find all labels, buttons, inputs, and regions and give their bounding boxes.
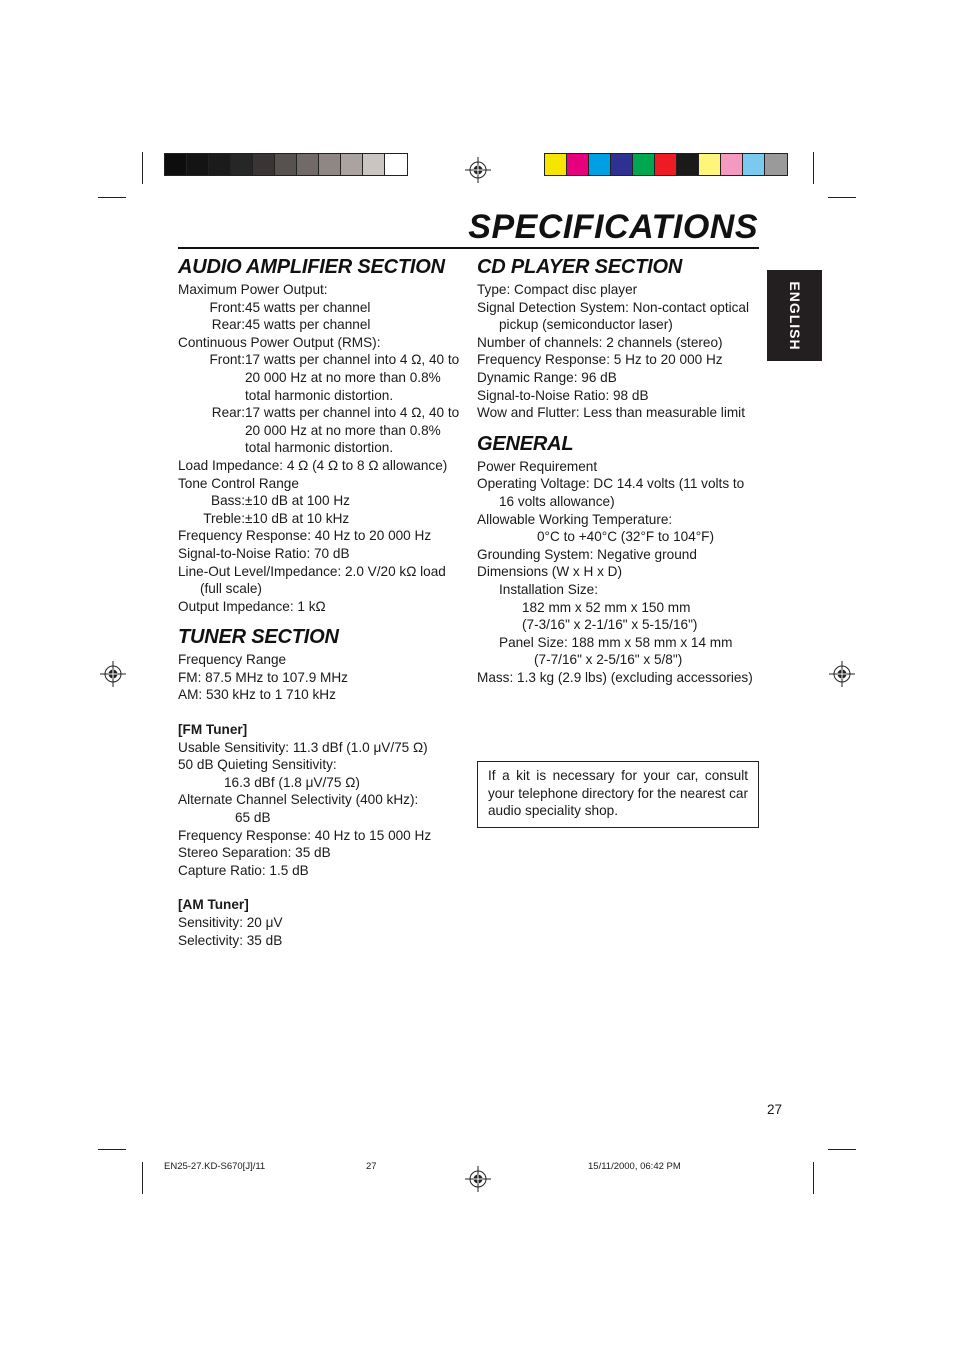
spec-line: 182 mm x 52 mm x 150 mm	[522, 599, 691, 615]
color-swatch	[297, 154, 319, 175]
spec-line: Dynamic Range: 96 dB	[477, 369, 617, 385]
crop-mark	[828, 1149, 856, 1150]
footer-page: 27	[366, 1161, 377, 1172]
spec-label: Rear:	[211, 405, 245, 421]
spec-line: Stereo Separation: 35 dB	[178, 845, 331, 861]
page-title: SPECIFICATIONS	[468, 208, 758, 246]
spec-line: FM: 87.5 MHz to 107.9 MHz	[178, 669, 348, 685]
spec-line: Alternate Channel Selectivity (400 kHz):	[178, 792, 419, 808]
language-tab-label: ENGLISH	[786, 280, 803, 351]
general-heading: GENERAL	[477, 432, 574, 455]
color-swatch	[765, 154, 787, 175]
spec-line: Installation Size:	[499, 581, 598, 597]
right-column	[477, 253, 761, 686]
color-swatch	[319, 154, 341, 175]
spec-label: Front:	[209, 352, 245, 368]
spec-line: (7-7/16" x 2-5/16" x 5/8")	[534, 652, 683, 668]
language-tab	[767, 270, 822, 361]
spec-value: ±10 dB at 100 Hz	[245, 493, 350, 509]
spec-line: Signal-to-Noise Ratio: 98 dB	[477, 387, 649, 403]
color-swatch	[655, 154, 677, 175]
spec-line: Capture Ratio: 1.5 dB	[178, 862, 309, 878]
color-swatch	[721, 154, 743, 175]
spec-label: Treble:	[203, 510, 245, 526]
tuner-heading: TUNER SECTION	[178, 626, 339, 649]
process-color-bar	[544, 153, 788, 176]
color-swatch	[231, 154, 253, 175]
spec-label: Bass:	[211, 493, 245, 509]
crop-mark	[98, 1149, 126, 1150]
footer-filename: EN25-27.KD-S670[J]/11	[164, 1161, 266, 1172]
cd-player-heading: CD PLAYER SECTION	[477, 256, 683, 278]
spec-line: Mass: 1.3 kg (2.9 lbs) (excluding accessories)	[477, 669, 753, 685]
page-number: 27	[767, 1102, 783, 1117]
fm-tuner-subheading: [FM Tuner]	[178, 722, 248, 738]
spec-line: pickup (semiconductor laser)	[499, 317, 673, 333]
spec-line: Frequency Range	[178, 652, 287, 668]
color-swatch	[699, 154, 721, 175]
registration-mark-icon	[829, 661, 855, 687]
spec-line: Frequency Response: 40 Hz to 15 000 Hz	[178, 827, 432, 843]
spec-line: 50 dB Quieting Sensitivity:	[178, 757, 337, 773]
color-swatch	[545, 154, 567, 175]
color-swatch	[385, 154, 407, 175]
title-rule	[178, 247, 759, 249]
spec-line: Number of channels: 2 channels (stereo)	[477, 334, 723, 350]
spec-row	[178, 316, 463, 334]
spec-row	[178, 492, 463, 510]
spec-value: 17 watts per channel into 4 Ω, 40 to 20 000 Hz at no more than 0.8% total harmonic distortion.	[245, 405, 460, 456]
kit-notice-box: If a kit is necessary for your car, consult your telephone directory for the nearest car audio speciality shop.	[477, 761, 759, 828]
spec-line: Frequency Response: 5 Hz to 20 000 Hz	[477, 352, 723, 368]
spec-line: Sensitivity: 20 μV	[178, 915, 283, 930]
spec-line: Usable Sensitivity: 11.3 dBf (1.0 μV/75 Ω)	[178, 739, 428, 755]
spec-line: Tone Control Range	[178, 475, 299, 491]
spec-line: Allowable Working Temperature:	[477, 511, 673, 527]
color-swatch	[209, 154, 231, 175]
color-swatch	[363, 154, 385, 175]
registration-mark-icon	[465, 157, 491, 183]
color-swatch	[633, 154, 655, 175]
spec-value: 45 watts per channel	[245, 299, 371, 315]
registration-mark-icon	[100, 661, 126, 687]
spec-row	[178, 351, 463, 404]
spec-line: Output Impedance: 1 kΩ	[178, 598, 326, 614]
color-swatch	[275, 154, 297, 175]
spec-line: 65 dB	[235, 810, 271, 826]
spec-line: (full scale)	[200, 581, 262, 597]
spec-row	[178, 510, 463, 528]
spec-line: Load Impedance: 4 Ω (4 Ω to 8 Ω allowance)	[178, 457, 448, 473]
spec-line: Type: Compact disc player	[477, 282, 638, 297]
spec-line: Panel Size: 188 mm x 58 mm x 14 mm	[499, 634, 733, 650]
spec-value: ±10 dB at 10 kHz	[245, 510, 350, 526]
spec-line: Line-Out Level/Impedance: 2.0 V/20 kΩ load	[178, 563, 446, 579]
color-swatch	[743, 154, 765, 175]
color-swatch	[611, 154, 633, 175]
grayscale-color-bar	[164, 153, 408, 176]
spec-line: Maximum Power Output:	[178, 282, 328, 297]
registration-mark-icon	[465, 1166, 491, 1192]
spec-value: 45 watts per channel	[245, 317, 371, 333]
spec-line: Selectivity: 35 dB	[178, 932, 283, 948]
audio-amplifier-heading: AUDIO AMPLIFIER SECTION	[178, 256, 445, 278]
am-tuner-subheading: [AM Tuner]	[178, 897, 249, 913]
spec-label: Rear:	[211, 317, 245, 333]
spec-line: Frequency Response: 40 Hz to 20 000 Hz	[178, 528, 432, 544]
color-swatch	[677, 154, 699, 175]
color-swatch	[253, 154, 275, 175]
crop-mark	[813, 1162, 814, 1194]
footer-timestamp: 15/11/2000, 06:42 PM	[588, 1161, 681, 1172]
color-swatch	[567, 154, 589, 175]
spec-line: (7-3/16" x 2-1/16" x 5-15/16")	[522, 617, 698, 633]
spec-line: 0°C to +40°C (32°F to 104°F)	[537, 529, 715, 545]
spec-line: Power Requirement	[477, 458, 598, 474]
spec-line: Signal-to-Noise Ratio: 70 dB	[178, 545, 350, 561]
color-swatch	[187, 154, 209, 175]
color-swatch	[589, 154, 611, 175]
crop-mark	[828, 197, 856, 198]
color-swatch	[165, 154, 187, 175]
color-swatch	[341, 154, 363, 175]
crop-mark	[142, 152, 143, 184]
crop-mark	[813, 152, 814, 184]
spec-line: Wow and Flutter: Less than measurable limit	[477, 405, 745, 421]
spec-line: Operating Voltage: DC 14.4 volts (11 volts to	[477, 476, 745, 492]
spec-line: 16.3 dBf (1.8 μV/75 Ω)	[224, 774, 360, 790]
spec-row	[178, 404, 463, 457]
spec-line: Signal Detection System: Non-contact optical	[477, 299, 750, 315]
spec-line: Continuous Power Output (RMS):	[178, 334, 381, 350]
crop-mark	[98, 197, 126, 198]
spec-row	[178, 299, 463, 317]
spec-line: AM: 530 kHz to 1 710 kHz	[178, 687, 336, 703]
spec-line: Dimensions (W x H x D)	[477, 564, 623, 580]
crop-mark	[142, 1162, 143, 1194]
spec-value: 17 watts per channel into 4 Ω, 40 to 20 000 Hz at no more than 0.8% total harmonic distortion.	[245, 352, 460, 403]
left-column	[178, 253, 463, 949]
spec-line: 16 volts allowance)	[499, 493, 615, 509]
spec-line: Grounding System: Negative ground	[477, 546, 697, 562]
spec-label: Front:	[209, 299, 245, 315]
